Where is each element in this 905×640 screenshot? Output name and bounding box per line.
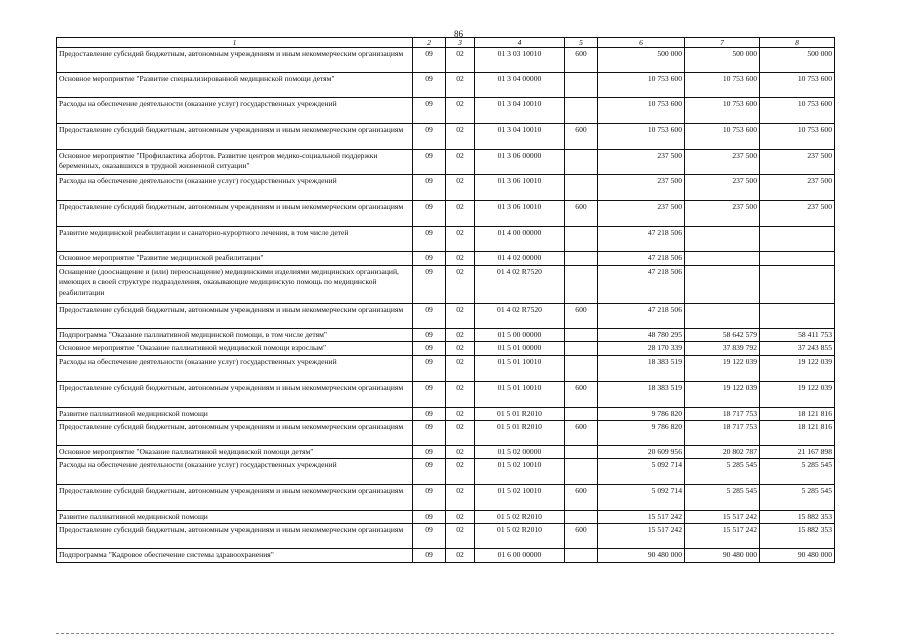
cell-name: Предоставление субсидий бюджетным, автономным учреждениям и иным некоммерческим организациям	[57, 420, 413, 445]
cell-name: Расходы на обеспечение деятельности (оказание услуг) государственных учреждений	[57, 355, 413, 381]
cell-amount-year2: 18 717 753	[685, 407, 760, 420]
cell-amount-year3: 10 753 600	[760, 124, 835, 150]
cell-name: Предоставление субсидий бюджетным, автономным учреждениям и иным некоммерческим организациям	[57, 201, 413, 227]
cell-amount-year1: 9 786 820	[598, 407, 685, 420]
cell-target-article: 01 5 01 10010	[475, 381, 565, 407]
cell-name: Предоставление субсидий бюджетным, автономным учреждениям и иным некоммерческим организациям	[57, 124, 413, 150]
table-row	[57, 355, 835, 381]
cell-expense-type	[565, 73, 598, 98]
cell-target-article: 01 5 01 10010	[475, 355, 565, 381]
cell-section: 09	[413, 124, 446, 150]
table-row	[57, 420, 835, 445]
cell-name: Развитие медицинской реабилитации и санаторно-курортного лечения, в том числе детей	[57, 227, 413, 252]
table-row	[57, 266, 835, 304]
cell-amount-year1: 5 092 714	[598, 459, 685, 485]
col-header-7: 7	[685, 38, 760, 48]
cell-name: Основное мероприятие "Развитие специализированной медицинской помощи детям"	[57, 73, 413, 98]
cell-expense-type	[565, 227, 598, 252]
cell-target-article: 01 6 00 00000	[475, 549, 565, 563]
cell-target-article: 01 3 03 10010	[475, 48, 565, 73]
cell-amount-year1: 47 218 506	[598, 252, 685, 266]
cell-amount-year1: 5 092 714	[598, 485, 685, 511]
table-row	[57, 511, 835, 524]
cell-section: 09	[413, 445, 446, 458]
cell-target-article: 01 5 01 00000	[475, 342, 565, 355]
cell-subsection: 02	[446, 407, 475, 420]
cell-amount-year1: 20 609 956	[598, 445, 685, 458]
cell-expense-type	[565, 98, 598, 124]
cell-subsection: 02	[446, 266, 475, 304]
cell-amount-year1: 90 480 000	[598, 549, 685, 563]
cell-subsection: 02	[446, 511, 475, 524]
cell-amount-year3	[760, 304, 835, 329]
cell-name: Предоставление субсидий бюджетным, автономным учреждениям и иным некоммерческим организациям	[57, 524, 413, 549]
table-row	[57, 459, 835, 485]
cell-amount-year1: 15 517 242	[598, 511, 685, 524]
cell-amount-year3: 19 122 039	[760, 381, 835, 407]
cell-name: Основное мероприятие "Развитие медицинской реабилитации"	[57, 252, 413, 266]
cell-target-article: 01 5 02 10010	[475, 459, 565, 485]
cell-amount-year3: 15 882 353	[760, 511, 835, 524]
cell-target-article: 01 5 01 R2010	[475, 420, 565, 445]
cell-amount-year2: 237 500	[685, 175, 760, 201]
cell-subsection: 02	[446, 175, 475, 201]
cell-amount-year2	[685, 266, 760, 304]
cell-expense-type	[565, 252, 598, 266]
cell-expense-type	[565, 266, 598, 304]
cell-amount-year2: 15 517 242	[685, 511, 760, 524]
cell-amount-year1: 28 170 339	[598, 342, 685, 355]
cell-amount-year1: 18 383 519	[598, 355, 685, 381]
table-row	[57, 201, 835, 227]
cell-name: Развитие паллиативной медицинской помощи	[57, 407, 413, 420]
cell-expense-type: 600	[565, 381, 598, 407]
cell-name: Основное мероприятие "Профилактика абортов. Развитие центров медико-социальной поддержки беременных, оказавшихся в трудной жизненной ситуации"	[57, 150, 413, 175]
table-row	[57, 407, 835, 420]
cell-amount-year3: 18 121 816	[760, 407, 835, 420]
table-row	[57, 342, 835, 355]
cell-subsection: 02	[446, 252, 475, 266]
cell-subsection: 02	[446, 459, 475, 485]
cell-section: 09	[413, 485, 446, 511]
table-body	[57, 48, 835, 563]
cell-expense-type: 600	[565, 485, 598, 511]
cell-section: 09	[413, 201, 446, 227]
cell-name: Подпрограмма "Оказание паллиативной медицинской помощи, в том числе детям"	[57, 329, 413, 342]
cell-name: Расходы на обеспечение деятельности (оказание услуг) государственных учреждений	[57, 459, 413, 485]
cell-name: Предоставление субсидий бюджетным, автономным учреждениям и иным некоммерческим организациям	[57, 304, 413, 329]
cell-subsection: 02	[446, 342, 475, 355]
cell-expense-type	[565, 342, 598, 355]
table-row	[57, 48, 835, 73]
cell-amount-year1: 47 218 506	[598, 227, 685, 252]
cell-subsection: 02	[446, 98, 475, 124]
cell-amount-year1: 500 000	[598, 48, 685, 73]
table-row	[57, 524, 835, 549]
cell-name: Предоставление субсидий бюджетным, автономным учреждениям и иным некоммерческим организациям	[57, 485, 413, 511]
table-row	[57, 252, 835, 266]
cell-expense-type	[565, 445, 598, 458]
table-row	[57, 304, 835, 329]
cell-expense-type: 600	[565, 420, 598, 445]
cell-subsection: 02	[446, 329, 475, 342]
cell-target-article: 01 3 06 10010	[475, 175, 565, 201]
table-row	[57, 381, 835, 407]
cell-section: 09	[413, 150, 446, 175]
col-header-4: 4	[475, 38, 565, 48]
cell-expense-type	[565, 407, 598, 420]
cell-amount-year2	[685, 227, 760, 252]
cell-amount-year2: 5 285 545	[685, 485, 760, 511]
cell-section: 09	[413, 407, 446, 420]
cell-subsection: 02	[446, 524, 475, 549]
cell-subsection: 02	[446, 445, 475, 458]
cell-amount-year3: 21 167 898	[760, 445, 835, 458]
col-header-8: 8	[760, 38, 835, 48]
cell-expense-type	[565, 459, 598, 485]
cell-target-article: 01 4 00 00000	[475, 227, 565, 252]
cell-expense-type	[565, 150, 598, 175]
cell-name: Развитие паллиативной медицинской помощи	[57, 511, 413, 524]
cell-section: 09	[413, 549, 446, 563]
table-row	[57, 150, 835, 175]
cell-name: Основное мероприятие "Оказание паллиативной медицинской помощи взрослым"	[57, 342, 413, 355]
table-row	[57, 485, 835, 511]
cell-amount-year2: 90 480 000	[685, 549, 760, 563]
cell-subsection: 02	[446, 304, 475, 329]
table-row	[57, 445, 835, 458]
cell-section: 09	[413, 524, 446, 549]
cell-amount-year3: 15 882 353	[760, 524, 835, 549]
col-header-3: 3	[446, 38, 475, 48]
cell-expense-type	[565, 549, 598, 563]
cell-target-article: 01 5 01 R2010	[475, 407, 565, 420]
cell-target-article: 01 3 06 10010	[475, 201, 565, 227]
cell-subsection: 02	[446, 73, 475, 98]
cell-subsection: 02	[446, 381, 475, 407]
cell-amount-year3	[760, 266, 835, 304]
cell-amount-year1: 18 383 519	[598, 381, 685, 407]
cell-amount-year2: 10 753 600	[685, 98, 760, 124]
cell-subsection: 02	[446, 201, 475, 227]
cell-amount-year3: 5 285 545	[760, 459, 835, 485]
cell-amount-year2: 237 500	[685, 201, 760, 227]
cell-amount-year1: 47 218 506	[598, 266, 685, 304]
table-row	[57, 124, 835, 150]
cell-name: Предоставление субсидий бюджетным, автономным учреждениям и иным некоммерческим организациям	[57, 381, 413, 407]
cell-amount-year3: 500 000	[760, 48, 835, 73]
cell-section: 09	[413, 420, 446, 445]
cell-amount-year2	[685, 252, 760, 266]
cell-section: 09	[413, 459, 446, 485]
cell-section: 09	[413, 342, 446, 355]
cell-expense-type: 600	[565, 124, 598, 150]
page-number: 86	[454, 29, 463, 39]
cell-section: 09	[413, 98, 446, 124]
table-row	[57, 73, 835, 98]
cell-section: 09	[413, 73, 446, 98]
cell-section: 09	[413, 266, 446, 304]
table-row	[57, 98, 835, 124]
cell-amount-year1: 10 753 600	[598, 98, 685, 124]
cell-amount-year1: 9 786 820	[598, 420, 685, 445]
cell-target-article: 01 5 02 10010	[475, 485, 565, 511]
cell-subsection: 02	[446, 355, 475, 381]
cell-target-article: 01 5 00 00000	[475, 329, 565, 342]
cell-amount-year2: 37 839 792	[685, 342, 760, 355]
cell-amount-year2: 19 122 039	[685, 381, 760, 407]
cell-amount-year3: 10 753 600	[760, 98, 835, 124]
cell-subsection: 02	[446, 124, 475, 150]
cell-amount-year2	[685, 304, 760, 329]
cell-target-article: 01 5 02 R2010	[475, 511, 565, 524]
cell-name: Оснащение (дооснащение и (или) переоснащение) медицинскими изделиями медицинских организаций, имеющих в своей структуре подразделения, оказывающие медицинскую помощь по медицинской реабилитации	[57, 266, 413, 304]
cell-amount-year1: 48 780 295	[598, 329, 685, 342]
cell-expense-type: 600	[565, 48, 598, 73]
budget-table	[56, 37, 835, 563]
table-row	[57, 549, 835, 563]
cell-amount-year2: 20 802 787	[685, 445, 760, 458]
cell-section: 09	[413, 511, 446, 524]
col-header-6: 6	[598, 38, 685, 48]
cell-amount-year3: 10 753 600	[760, 73, 835, 98]
cell-amount-year2: 237 500	[685, 150, 760, 175]
cell-amount-year2: 5 285 545	[685, 459, 760, 485]
cell-amount-year2: 10 753 600	[685, 124, 760, 150]
cell-section: 09	[413, 227, 446, 252]
table-row	[57, 329, 835, 342]
cell-amount-year3: 18 121 816	[760, 420, 835, 445]
cell-name: Основное мероприятие "Оказание паллиативной медицинской помощи детям"	[57, 445, 413, 458]
cell-amount-year3: 237 500	[760, 175, 835, 201]
cell-amount-year3: 90 480 000	[760, 549, 835, 563]
cell-amount-year3: 237 500	[760, 201, 835, 227]
cell-amount-year3	[760, 252, 835, 266]
cell-amount-year2: 15 517 242	[685, 524, 760, 549]
table-row	[57, 175, 835, 201]
cell-amount-year2: 18 717 753	[685, 420, 760, 445]
cell-target-article: 01 3 04 10010	[475, 98, 565, 124]
cell-section: 09	[413, 355, 446, 381]
col-header-1: 1	[57, 38, 413, 48]
cell-amount-year1: 237 500	[598, 201, 685, 227]
cell-amount-year3: 37 243 855	[760, 342, 835, 355]
cell-name: Предоставление субсидий бюджетным, автономным учреждениям и иным некоммерческим организациям	[57, 48, 413, 73]
cell-section: 09	[413, 48, 446, 73]
cell-amount-year1: 47 218 506	[598, 304, 685, 329]
cell-expense-type	[565, 511, 598, 524]
cell-target-article: 01 4 02 R7520	[475, 266, 565, 304]
cell-amount-year2: 500 000	[685, 48, 760, 73]
cell-section: 09	[413, 175, 446, 201]
cell-target-article: 01 5 02 00000	[475, 445, 565, 458]
page-bottom-divider	[56, 633, 834, 635]
cell-subsection: 02	[446, 227, 475, 252]
cell-amount-year2: 10 753 600	[685, 73, 760, 98]
header-row	[57, 38, 835, 48]
col-header-5: 5	[565, 38, 598, 48]
cell-section: 09	[413, 381, 446, 407]
cell-amount-year1: 237 500	[598, 150, 685, 175]
cell-target-article: 01 5 02 R2010	[475, 524, 565, 549]
cell-target-article: 01 3 04 00000	[475, 73, 565, 98]
cell-section: 09	[413, 252, 446, 266]
cell-amount-year2: 19 122 039	[685, 355, 760, 381]
cell-target-article: 01 3 06 00000	[475, 150, 565, 175]
col-header-2: 2	[413, 38, 446, 48]
cell-target-article: 01 3 04 10010	[475, 124, 565, 150]
cell-expense-type: 600	[565, 201, 598, 227]
cell-target-article: 01 4 02 R7520	[475, 304, 565, 329]
cell-name: Расходы на обеспечение деятельности (оказание услуг) государственных учреждений	[57, 175, 413, 201]
cell-subsection: 02	[446, 420, 475, 445]
cell-subsection: 02	[446, 485, 475, 511]
cell-amount-year3: 237 500	[760, 150, 835, 175]
cell-subsection: 02	[446, 150, 475, 175]
cell-expense-type: 600	[565, 304, 598, 329]
cell-amount-year1: 15 517 242	[598, 524, 685, 549]
cell-amount-year3: 19 122 039	[760, 355, 835, 381]
cell-section: 09	[413, 304, 446, 329]
cell-subsection: 02	[446, 549, 475, 563]
cell-target-article: 01 4 02 00000	[475, 252, 565, 266]
cell-amount-year3: 5 285 545	[760, 485, 835, 511]
cell-expense-type	[565, 329, 598, 342]
cell-subsection: 02	[446, 48, 475, 73]
cell-amount-year1: 10 753 600	[598, 73, 685, 98]
cell-name: Подпрограмма "Кадровое обеспечение системы здравоохранения"	[57, 549, 413, 563]
table-row	[57, 227, 835, 252]
cell-name: Расходы на обеспечение деятельности (оказание услуг) государственных учреждений	[57, 98, 413, 124]
cell-amount-year2: 58 642 579	[685, 329, 760, 342]
cell-amount-year1: 10 753 600	[598, 124, 685, 150]
cell-amount-year3	[760, 227, 835, 252]
cell-expense-type	[565, 175, 598, 201]
cell-expense-type: 600	[565, 524, 598, 549]
cell-section: 09	[413, 329, 446, 342]
cell-amount-year1: 237 500	[598, 175, 685, 201]
cell-amount-year3: 58 411 753	[760, 329, 835, 342]
cell-expense-type	[565, 355, 598, 381]
